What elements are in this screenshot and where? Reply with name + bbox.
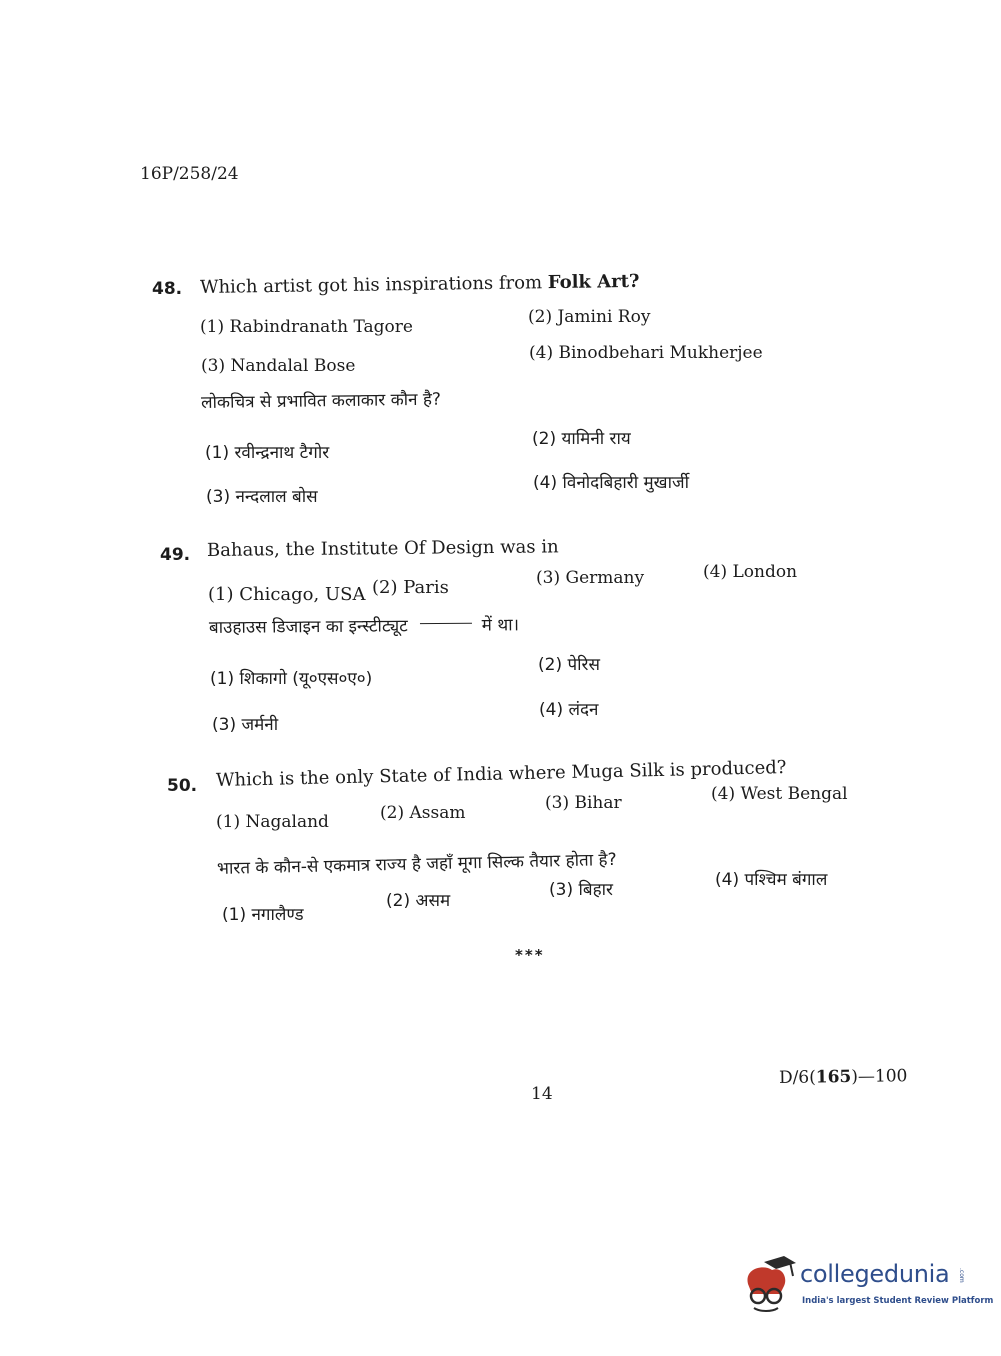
question-number: 49. — [160, 545, 191, 565]
collegedunia-watermark — [740, 1254, 994, 1318]
mascot-logo-icon — [740, 1254, 798, 1314]
question-number: 48. — [152, 279, 183, 299]
option-3-hi: (3) बिहार — [549, 880, 613, 900]
option-2-en: (2) Assam — [380, 803, 466, 823]
option-3-hi: (3) नन्दलाल बोस — [206, 487, 318, 507]
paper-code: 16P/258/24 — [140, 164, 239, 184]
footer-code: D/6(165)—100 — [778, 1066, 908, 1088]
fill-in-blank — [420, 623, 472, 624]
option-2-hi: (2) यामिनी राय — [532, 429, 631, 449]
brand-domain: .com — [958, 1268, 965, 1283]
brand-tagline: India's largest Student Review Platform — [802, 1296, 994, 1306]
option-3-en: (3) Nandalal Bose — [201, 356, 356, 376]
page-number: 14 — [531, 1084, 553, 1104]
option-3-hi: (3) जर्मनी — [212, 715, 279, 735]
option-4-en: (4) London — [703, 562, 798, 582]
option-4-hi: (4) लंदन — [539, 700, 599, 720]
option-4-en: (4) Binodbehari Mukherjee — [529, 343, 763, 363]
option-1-hi: (1) नगालैण्ड — [222, 905, 304, 925]
option-1-hi: (1) शिकागो (यू०एस०ए०) — [210, 669, 373, 689]
question-text: Bahaus, the Institute Of Design was in — [206, 536, 559, 561]
option-4-hi: (4) पश्चिम बंगाल — [715, 870, 828, 890]
question-text-hi: लोकचित्र से प्रभावित कलाकार कौन है? — [200, 389, 442, 413]
end-stars: *** — [515, 946, 545, 964]
option-4-hi: (4) विनोदबिहारी मुखार्जी — [533, 473, 689, 493]
question-text: Which is the only State of India where Muga Silk is produced? — [215, 757, 787, 791]
option-2-en: (2) Paris — [372, 577, 449, 598]
option-3-en: (3) Bihar — [545, 793, 622, 813]
question-text-hi: बाउहाउस डिजाइन का इन्स्टीट्यूट में था। — [208, 615, 520, 638]
question-text-hi: भारत के कौन-से एकमात्र राज्य है जहाँ मूगा सिल्क तैयार होता है? — [216, 849, 617, 879]
option-1-en: (1) Rabindranath Tagore — [200, 317, 413, 337]
option-3-en: (3) Germany — [536, 568, 645, 588]
question-number: 50. — [167, 776, 198, 796]
option-2-hi: (2) पेरिस — [538, 655, 600, 675]
option-1-en: (1) Chicago, USA — [208, 584, 366, 605]
option-2-en: (2) Jamini Roy — [528, 307, 651, 327]
question-text: Which artist got his inspirations from Folk Art? — [199, 270, 640, 298]
option-2-hi: (2) असम — [386, 891, 451, 911]
option-1-hi: (1) रवीन्द्रनाथ टैगोर — [205, 443, 330, 463]
option-1-en: (1) Nagaland — [216, 812, 329, 832]
brand-name: collegedunia — [800, 1260, 950, 1288]
option-4-en: (4) West Bengal — [711, 784, 848, 804]
